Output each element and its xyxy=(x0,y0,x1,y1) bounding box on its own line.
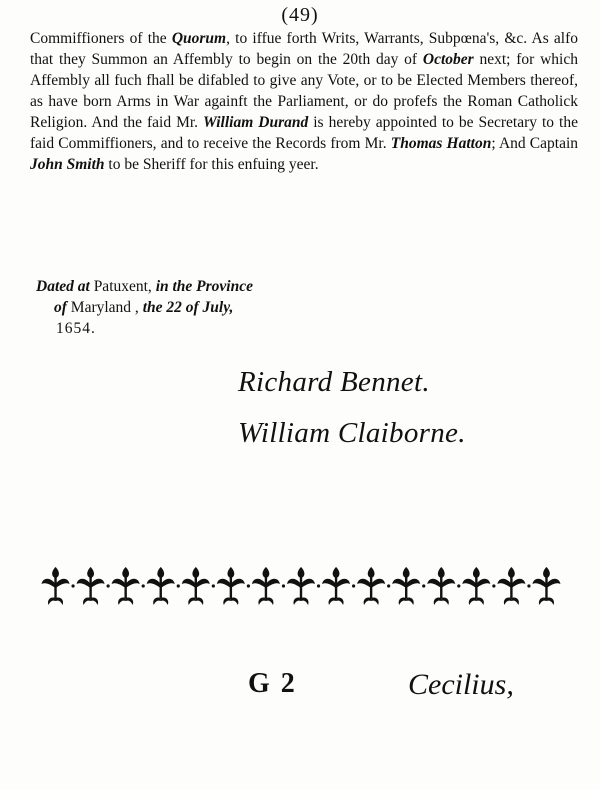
proclamation-text xyxy=(30,28,578,175)
text-run: to be Sheriff for this enfuing yeer. xyxy=(104,156,319,173)
signature-mark: G 2 xyxy=(248,668,297,699)
italic-name: Thomas Hatton xyxy=(390,135,492,152)
fleuron-unit xyxy=(77,567,110,605)
dated-line-1: Dated at Patuxent, in the Province xyxy=(36,278,253,295)
italic-name: Quorum xyxy=(171,30,227,47)
fleuron-unit xyxy=(427,567,460,605)
signature-william-claiborne: William Claiborne. xyxy=(238,417,466,449)
fleuron-unit xyxy=(42,567,75,605)
catchword: Cecilius, xyxy=(408,668,514,701)
fleuron-unit xyxy=(252,567,285,605)
fleuron-ornament xyxy=(38,564,564,608)
italic-name: John Smith xyxy=(30,156,105,173)
page-number: (49) xyxy=(281,4,319,26)
text-run: is hereby appointed to be Secretary to the faid Commiffioners, and to receive the Records from Mr. xyxy=(30,114,578,152)
fleuron-unit xyxy=(462,567,495,605)
fleuron-unit xyxy=(392,567,425,605)
text-run: ; And Captain xyxy=(491,135,579,152)
fleuron-unit xyxy=(182,567,215,605)
fleuron-unit xyxy=(532,567,560,605)
text-run: Commiffioners of the xyxy=(30,30,172,47)
dated-line-2: of Maryland , the 22 of July, xyxy=(54,299,234,316)
body-paragraph xyxy=(30,28,578,175)
dated-year: 1654. xyxy=(56,320,96,337)
fleuron-unit xyxy=(497,567,530,605)
fleuron-unit xyxy=(217,567,250,605)
fleuron-unit xyxy=(287,567,320,605)
italic-name: October xyxy=(422,51,474,68)
dated-line xyxy=(36,276,316,339)
fleuron-unit xyxy=(147,567,180,605)
fleuron-unit xyxy=(357,567,390,605)
italic-name: William Durand xyxy=(203,114,309,131)
fleuron-unit xyxy=(112,567,145,605)
text-run: , to iffue forth Writs, Warrants, Subpœna's, &c. As alfo that they Summon an Affembly to begin on the 20th day of xyxy=(30,30,579,68)
fleuron-unit xyxy=(322,567,355,605)
signature-richard-bennet: Richard Bennet. xyxy=(238,366,430,398)
text-run: next; for which Affembly all fuch fhall be difabled to give any Vote, or to be Elected Members thereof, as have born Arms in War againft the Parliament, or do profefs the Roman Catholick Religion. And the faid Mr. xyxy=(30,51,578,131)
